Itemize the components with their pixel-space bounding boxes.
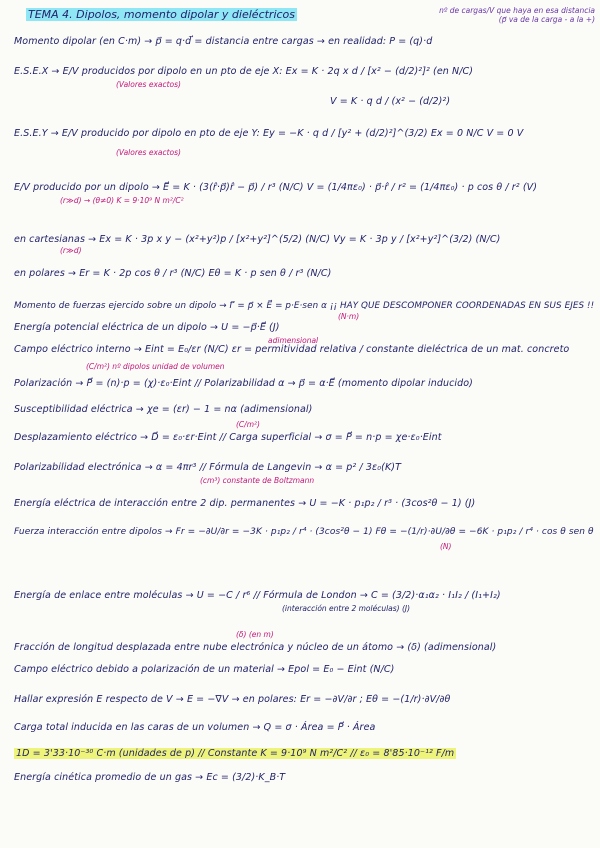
line-text: E.S.E.X → E/V producidos por dipolo en un pto de eje X: Ex = K · 2q x d / [x² − (d/2)²]² (en N/C) — [14, 66, 474, 77]
note-text: (cm³) constante de Boltzmann — [200, 476, 315, 485]
line-text: Energía cinética promedio de un gas → Ec = (3/2)·K_B·T — [14, 772, 286, 783]
line-text: Carga total inducida en las caras de un volumen → Q = σ · Área = P⃗ · Área — [14, 722, 376, 733]
line-text: Energía de enlace entre moléculas → U = −C / r⁶ // Fórmula de London → C = (3/2)·α₁α₂ · I₁I₂ / (I₁+I₂) — [14, 590, 501, 601]
line-ese-x — [14, 66, 473, 78]
line-polarization — [14, 378, 473, 390]
note-text: (C/m²) — [236, 420, 260, 429]
line-e-from-v — [14, 694, 450, 706]
line-internal-field — [14, 344, 569, 356]
line-text: Polarizabilidad electrónica → α = 4πr³ // Fórmula de Langevin → α = p² / 3ε₀(K)T — [14, 462, 401, 473]
note-boltzmann — [200, 476, 314, 485]
line-dipole-moment — [14, 36, 432, 48]
line-text: Polarización → P⃗ = (n)·p = (χ)·ε₀·Eint // Polarizabilidad α → p⃗ = α·E⃗ (momento dipolar inducido) — [14, 378, 473, 389]
line-displacement — [14, 432, 442, 444]
line-dipole-field — [14, 182, 537, 194]
line-text: 1D = 3'33·10⁻³⁰ C·m (unidades de p) // Constante K = 9·10⁹ N m²/C² // ε₀ = 8'85·10⁻¹² F/m — [16, 748, 455, 759]
note-force-unit — [440, 542, 451, 551]
page-title — [26, 8, 297, 21]
line-text: Hallar expresión E respecto de V → E = −∇V → en polares: Er = −∂V/∂r ; Eθ = −(1/r)·∂V/∂θ — [14, 694, 451, 705]
note-london — [282, 604, 410, 613]
note-exact-values-2 — [116, 148, 181, 157]
note-text: (interacción entre 2 moléculas) (J) — [282, 604, 411, 613]
note-text: (δ) (en m) — [236, 630, 274, 639]
note-exact-values-1 — [116, 80, 181, 89]
line-potential-energy — [14, 322, 280, 334]
line-displaced-fraction — [14, 642, 496, 654]
line-total-charge — [14, 722, 375, 734]
line-interaction-energy — [14, 498, 475, 510]
line-text: Susceptibilidad eléctrica → χe = (εr) − 1 = nα (adimensional) — [14, 404, 313, 415]
note-text: (N) — [440, 542, 452, 551]
line-text: Energía potencial eléctrica de un dipolo → U = −p⃗·E⃗ (J) — [14, 322, 280, 333]
line-v-x — [330, 96, 450, 108]
line-interaction-force — [14, 526, 594, 538]
line-polar — [14, 268, 331, 280]
line-text: Energía eléctrica de interacción entre 2 dip. permanentes → U = −K · p₁p₂ / r³ · (3cos²θ − 1) (J) — [14, 498, 476, 509]
line-bond-energy — [14, 590, 501, 602]
line-text: E.S.E.Y → E/V producido por dipolo en pto de eje Y: Ey = −K · q d / [y² + (d/2)²]^(3/2) Ex = 0 N/C V = 0 V — [14, 128, 524, 139]
note-delta — [236, 630, 274, 639]
note-text: adimensional — [268, 336, 319, 345]
note-text: (N·m) — [338, 312, 360, 321]
note-cartesian — [60, 246, 82, 255]
line-polarization-field — [14, 664, 394, 676]
note-text: (C/m²) nº dipolos unidad de volumen — [86, 362, 225, 371]
note-text: nº de cargas/V que haya en esa distancia (p⃗ va de la carga - a la +) — [439, 6, 595, 24]
line-text: en polares → Er = K · 2p cos θ / r³ (N/C) Eθ = K · p sen θ / r³ (N/C) — [14, 268, 332, 279]
line-text: E/V producido por un dipolo → E⃗ = K · (3(r̂·p⃗)r̂ − p⃗) / r³ (N/C) V = (1/4πε₀) · p⃗·r̂ / r² = (1/4πε₀) · p cos θ / r² (V) — [14, 182, 538, 193]
line-cartesian — [14, 234, 500, 246]
note-torque-unit — [338, 312, 359, 321]
note-displacement-unit — [236, 420, 260, 429]
note-text: (Valores exactos) — [116, 148, 181, 157]
title-text: TEMA 4. Dipolos, momento dipolar y dieléctricos — [28, 8, 296, 21]
note-text: (r≫d) → (θ≠0) K = 9·10⁹ N m²/C² — [60, 196, 184, 205]
note-text: (Valores exactos) — [116, 80, 181, 89]
line-text: Momento dipolar (en C·m) → p⃗ = q·d⃗ = distancia entre cargas → en realidad: P = (q)·d — [14, 36, 433, 47]
note-charges — [430, 6, 595, 24]
line-kinetic-energy — [14, 772, 285, 784]
line-text: Fracción de longitud desplazada entre nube electrónica y núcleo de un átomo → (δ) (adimensional) — [14, 642, 497, 653]
line-constants — [14, 748, 456, 760]
line-text: Campo eléctrico interno → Eint = E₀/εr (N/C) εr = permitividad relativa / constante dieléctrica de un mat. concreto — [14, 344, 570, 355]
note-text: (r≫d) — [60, 246, 82, 255]
line-text: Momento de fuerzas ejercido sobre un dipolo → Γ⃗ = p⃗ × E⃗ = p·E·sen α ¡¡ HAY QUE DESCOMPONER COORDENADAS EN SUS EJES !! — [14, 301, 595, 311]
line-ese-y — [14, 128, 523, 140]
line-susceptibility — [14, 404, 312, 416]
line-text: Campo eléctrico debido a polarización de un material → Epol = E₀ − Eint (N/C) — [14, 664, 395, 675]
line-text: V = K · q d / (x² − (d/2)²) — [330, 96, 451, 107]
note-r-gg-d — [60, 196, 184, 205]
line-text: en cartesianas → Ex = K · 3p x y − (x²+y²)p / [x²+y²]^(5/2) (N/C) Vy = K · 3p y / [x²+y²]^(3/2) (N/C) — [14, 234, 501, 245]
line-electronic-polarizability — [14, 462, 401, 474]
note-polarization — [86, 362, 225, 371]
line-torque — [14, 300, 594, 312]
line-text: Fuerza interacción entre dipolos → Fr = −∂U/∂r = −3K · p₁p₂ / r⁴ · (3cos²θ − 1) Fθ = −(1/r)·∂U/∂θ = −6K · p₁p₂ / r⁴ · cos θ sen θ — [14, 527, 594, 537]
note-adimensional-1 — [268, 336, 318, 345]
line-text: Desplazamiento eléctrico → D⃗ = ε₀·εr·Eint // Carga superficial → σ = P⃗ = n·p = χe·ε₀·Eint — [14, 432, 442, 443]
